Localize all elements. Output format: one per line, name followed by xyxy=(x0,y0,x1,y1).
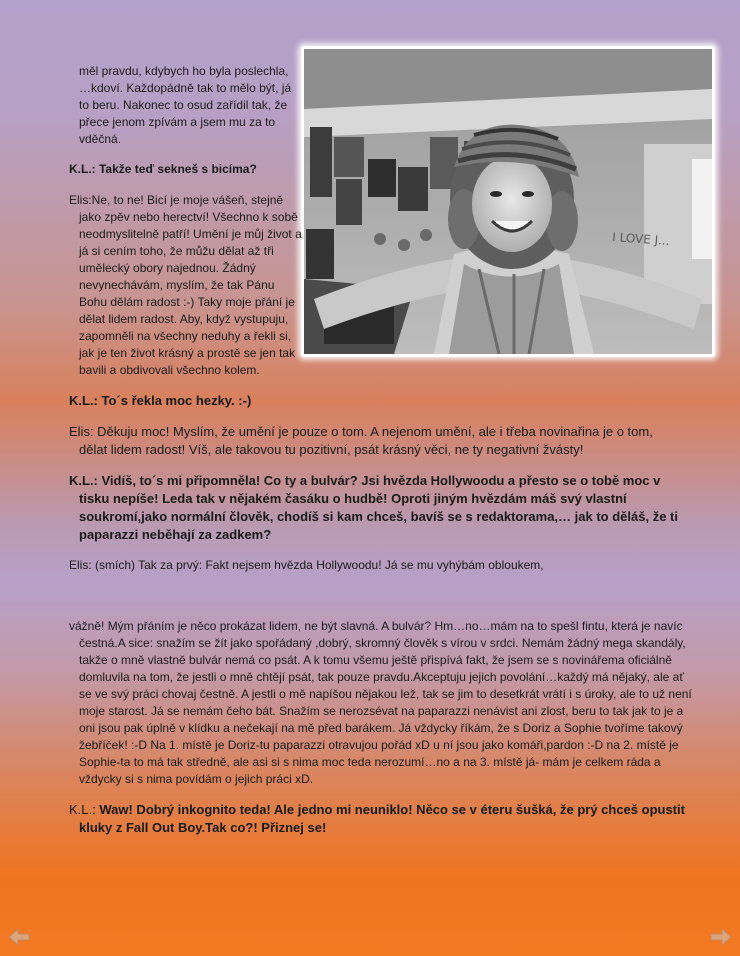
photo-image xyxy=(304,49,712,354)
question-text: K.L.: Vidíš, to´s mi připomněla! Co ty a bulvár? Jsi hvězda Hollywoodu a přesto se o tobě moc v tisku nepíše! Leda tak v nějakém časáku o hudbě! Oproti jiným hvězdám máš svý vlastní soukromí,jako normální člověk, chodíš si kam chceš, bavíš se s redaktorama,… jak to děláš, že ti paparazzi neběhají za zadkem? xyxy=(69,473,678,542)
question-nice xyxy=(69,392,689,410)
answer-text: Elis:Ne, to ne! Bicí je moje vášeň, stejně jako zpěv nebo herectví! Všechno k sobě neodmyslitelně patří! Umění je můj život a já si cením toho, že můžu dělat až tři umělecký obory najednou. Žádný nevynechávám, myslím, že tak Pánu Bohu dělám radost :-) Taky moje přání je dělat lidem radost. Aby, když vystupuju, zapomněli na všechny neduhy a řekli si, jak je ten život krásný a prostě se jen tak bavili a obdivovali všechno kolem. xyxy=(69,193,302,377)
arrow-right-icon xyxy=(710,927,732,947)
answer-text: Elis: (smích) Tak za prvý: Fakt nejsem hvězda Hollywoodu! Já se mu vyhýbám obloukem, xyxy=(69,558,544,572)
question-fall-out-boy xyxy=(69,801,695,837)
arrow-left-icon xyxy=(8,927,30,947)
answer-nice xyxy=(69,423,679,459)
answer-tabloid-start xyxy=(69,557,689,574)
answer-continued xyxy=(69,63,294,148)
answer-text: vážně! Mým přáním je něco prokázat lidem, ne být slavná. A bulvár? Hm…no…mám na to spešl fintu, která je navíc čestná.A sice: snažím se žít jako spořádaný ,dobrý, skromný člověk s vírou v srdci. Nemám žádný mega skandály, takže o mně vlastně bulvár nemá co psát. A k tomu všemu ještě přispívá fakt, že jsem se s novinářema oficiálně domluvila na tom, že jestli o mně chtějí psát, tak pouze pravdu.Akceptuju jejich povolání…každý má nějaký, ale ať se ve svý práci chovaj čestně. A jestli o mě napíšou nějakou lež, tak se jim to desetkrát vrátí i s úroky, ale to už není moje starost. Já se nemám čeho bát. Snažím se nerozsévat na paparazzi nenávist ani zlost, beru to tak jak to je a oni jsou pak úplně v klídku a nečekají na mě před barákem. Já vždycky říkám, že s Doriz a Sophie tvoříme takový žebříček! :-D Na 1. místě je Doriz-tu paparazzi otravujou pořád xD u ní jsou jako komáři,pardon :-D na 2. místě je Sophie-ta to má tak středně, ale asi si s nima moc teda nerozumí…no a na 3. místě já- mám je celkem ráda a vždycky si s nima povídám o jejich práci xD. xyxy=(69,619,692,786)
question-text xyxy=(69,801,695,837)
answer-paragraph: měl pravdu, kdybych ho byla poslechla, …kdoví. Každopádně tak to mělo být, já to beru. Nakonec to osud zařídil tak, že přece jenom zpívám a jsem mu za to vděčná. xyxy=(79,64,292,146)
interview-photo xyxy=(301,46,715,357)
question-drums xyxy=(69,161,294,178)
next-page-button[interactable] xyxy=(710,927,732,947)
prev-page-button[interactable] xyxy=(8,927,30,947)
question-body: Waw! Dobrý inkognito teda! Ale jedno mi neuniklo! Něco se v éteru šušká, že prý chceš opustit kluky z Fall Out Boy.Tak co?! Přiznej se! xyxy=(79,802,685,835)
question-tabloid xyxy=(69,472,689,544)
question-text: K.L.: To´s řekla moc hezky. :-) xyxy=(69,393,252,408)
answer-tabloid-rest xyxy=(69,618,695,788)
question-text: K.L.: Takže teď sekneš s bicíma? xyxy=(69,162,257,176)
svg-text:I LOVE J...: I LOVE J... xyxy=(611,230,671,248)
answer-drums xyxy=(69,192,302,379)
answer-text: Elis: Děkuju moc! Myslím, že umění je pouze o tom. A nejenom umění, ale i třeba novinařina je o tom, dělat lidem radost! Víš, ale takovou tu pozitivní, psát krásný věci, ne ty negativní žvásty! xyxy=(69,424,653,457)
question-prefix: K.L.: xyxy=(69,802,100,817)
